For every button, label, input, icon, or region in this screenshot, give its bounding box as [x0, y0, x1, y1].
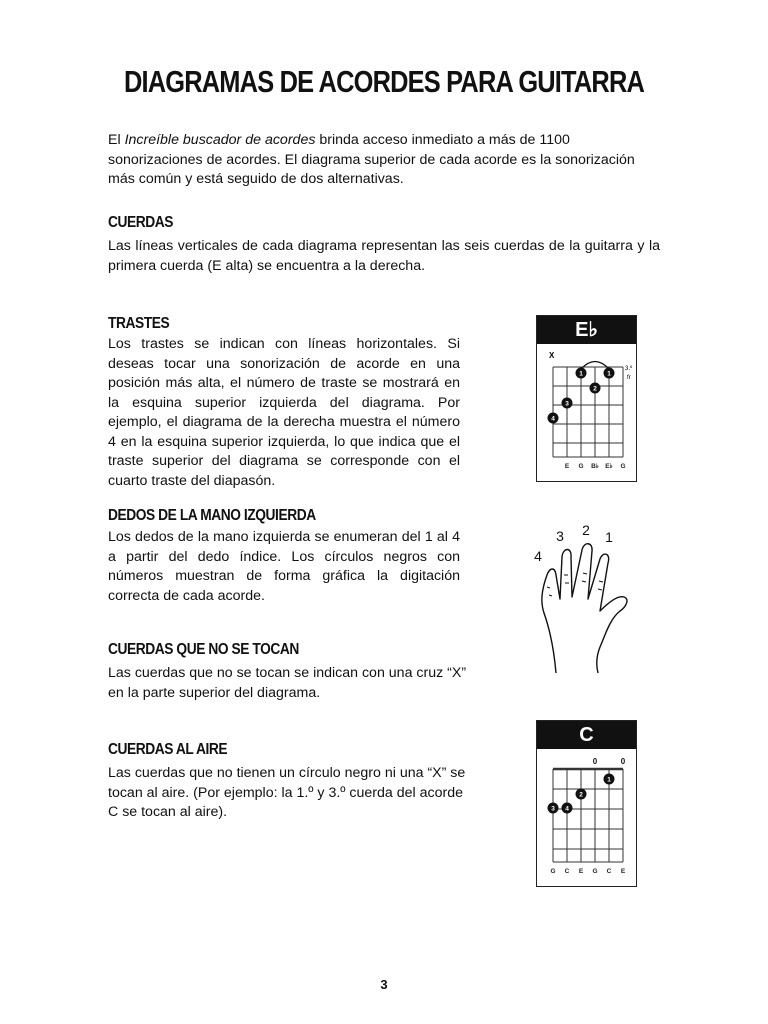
open-string-marker: 0: [592, 757, 598, 766]
open-string-marker: 0: [620, 757, 626, 766]
finger-dot-4: 4: [565, 805, 569, 813]
chord-name-eb: E♭: [537, 316, 636, 344]
mute-marker: X: [549, 351, 555, 360]
string-label: E: [620, 868, 626, 875]
string-label: E: [578, 868, 584, 875]
page-title: DIAGRAMAS DE ACORDES PARA GUITARRA: [123, 64, 645, 99]
string-label: G: [620, 463, 626, 470]
heading-al-aire: CUERDAS AL AIRE: [108, 741, 228, 758]
finger-number-2: 2: [582, 522, 590, 538]
string-label: E: [564, 463, 570, 470]
finger-number-4: 4: [534, 548, 542, 564]
string-label: C: [564, 868, 570, 875]
intro-rest: brinda acceso inmediato a más de 1100 sonorizaciones de acordes. El diagrama superior de cada acorde es la sonorización más común y está seguido de dos alternativas.: [108, 132, 635, 187]
string-label: G: [550, 868, 556, 875]
paragraph-cuerdas: Las líneas verticales de cada diagrama representan las seis cuerdas de la guitarra y la primera cuerda (E alta) se encuentra a la derecha.: [108, 238, 660, 274]
finger-dot-1a: 1: [579, 370, 583, 378]
intro-italic: Increíble buscador de acordes: [124, 132, 316, 148]
finger-dot-1b: 1: [607, 370, 611, 378]
chord-grid-eb: [537, 316, 636, 481]
paragraph-trastes: Los trastes se indican con líneas horizontales. Si deseas tocar una sonorización de acorde en una posición más alta, el número de traste se mostrará en la esquina superior izquierda del diagrama. Por ejemplo, el diagrama de la derecha muestra el número 4 en la esquina superior izquierda, lo que indica que el traste superior del diagrama se corresponde con el cuarto traste del diapasón.: [108, 336, 460, 489]
paragraph-no-tocan: Las cuerdas que no se tocan se indican con una cruz “X” en la parte superior del diagrama.: [108, 665, 467, 701]
string-label: G: [578, 463, 584, 470]
string-label: G: [592, 868, 598, 875]
finger-dot-2: 2: [593, 385, 597, 393]
finger-dot-1: 1: [607, 776, 611, 784]
string-label: C: [606, 868, 612, 875]
paragraph-al-aire: Las cuerdas que no tienen un círculo negro ni una “X” se tocan al aire. (Por ejemplo: la 1.º y 3.º cuerda del acorde C se tocan al aire).: [108, 765, 466, 820]
heading-no-tocan: CUERDAS QUE NO SE TOCAN: [108, 641, 299, 658]
finger-dot-4: 4: [551, 415, 555, 423]
finger-dot-3: 3: [551, 805, 555, 813]
hand-outline: [542, 544, 627, 673]
intro-paragraph: [108, 131, 663, 190]
finger-dot-2: 2: [579, 791, 583, 799]
fret-label-bottom: fr: [627, 375, 631, 381]
chord-grid-c: [537, 721, 636, 886]
fret-label-top: 3.º: [625, 366, 633, 372]
heading-cuerdas: CUERDAS: [108, 214, 174, 231]
finger-number-3: 3: [556, 528, 564, 544]
string-label: B♭: [591, 463, 599, 470]
chord-diagram-c: [536, 720, 637, 887]
paragraph-dedos: Los dedos de la mano izquierda se enumeran del 1 al 4 a partir del dedo índice. Los círculos negros con números muestran de forma gráfica la digitación correcta de cada acorde.: [108, 529, 460, 604]
heading-trastes: TRASTES: [108, 315, 170, 332]
finger-dot-3: 3: [565, 400, 569, 408]
intro-prefix: El: [108, 132, 125, 148]
left-hand-illustration: [520, 515, 650, 685]
string-label: E♭: [605, 463, 613, 470]
chord-diagram-eb: [536, 315, 637, 482]
chord-name-c: C: [537, 721, 636, 749]
heading-dedos: DEDOS DE LA MANO IZQUIERDA: [108, 507, 316, 524]
finger-number-1: 1: [605, 529, 613, 545]
page-number: 3: [380, 977, 388, 992]
